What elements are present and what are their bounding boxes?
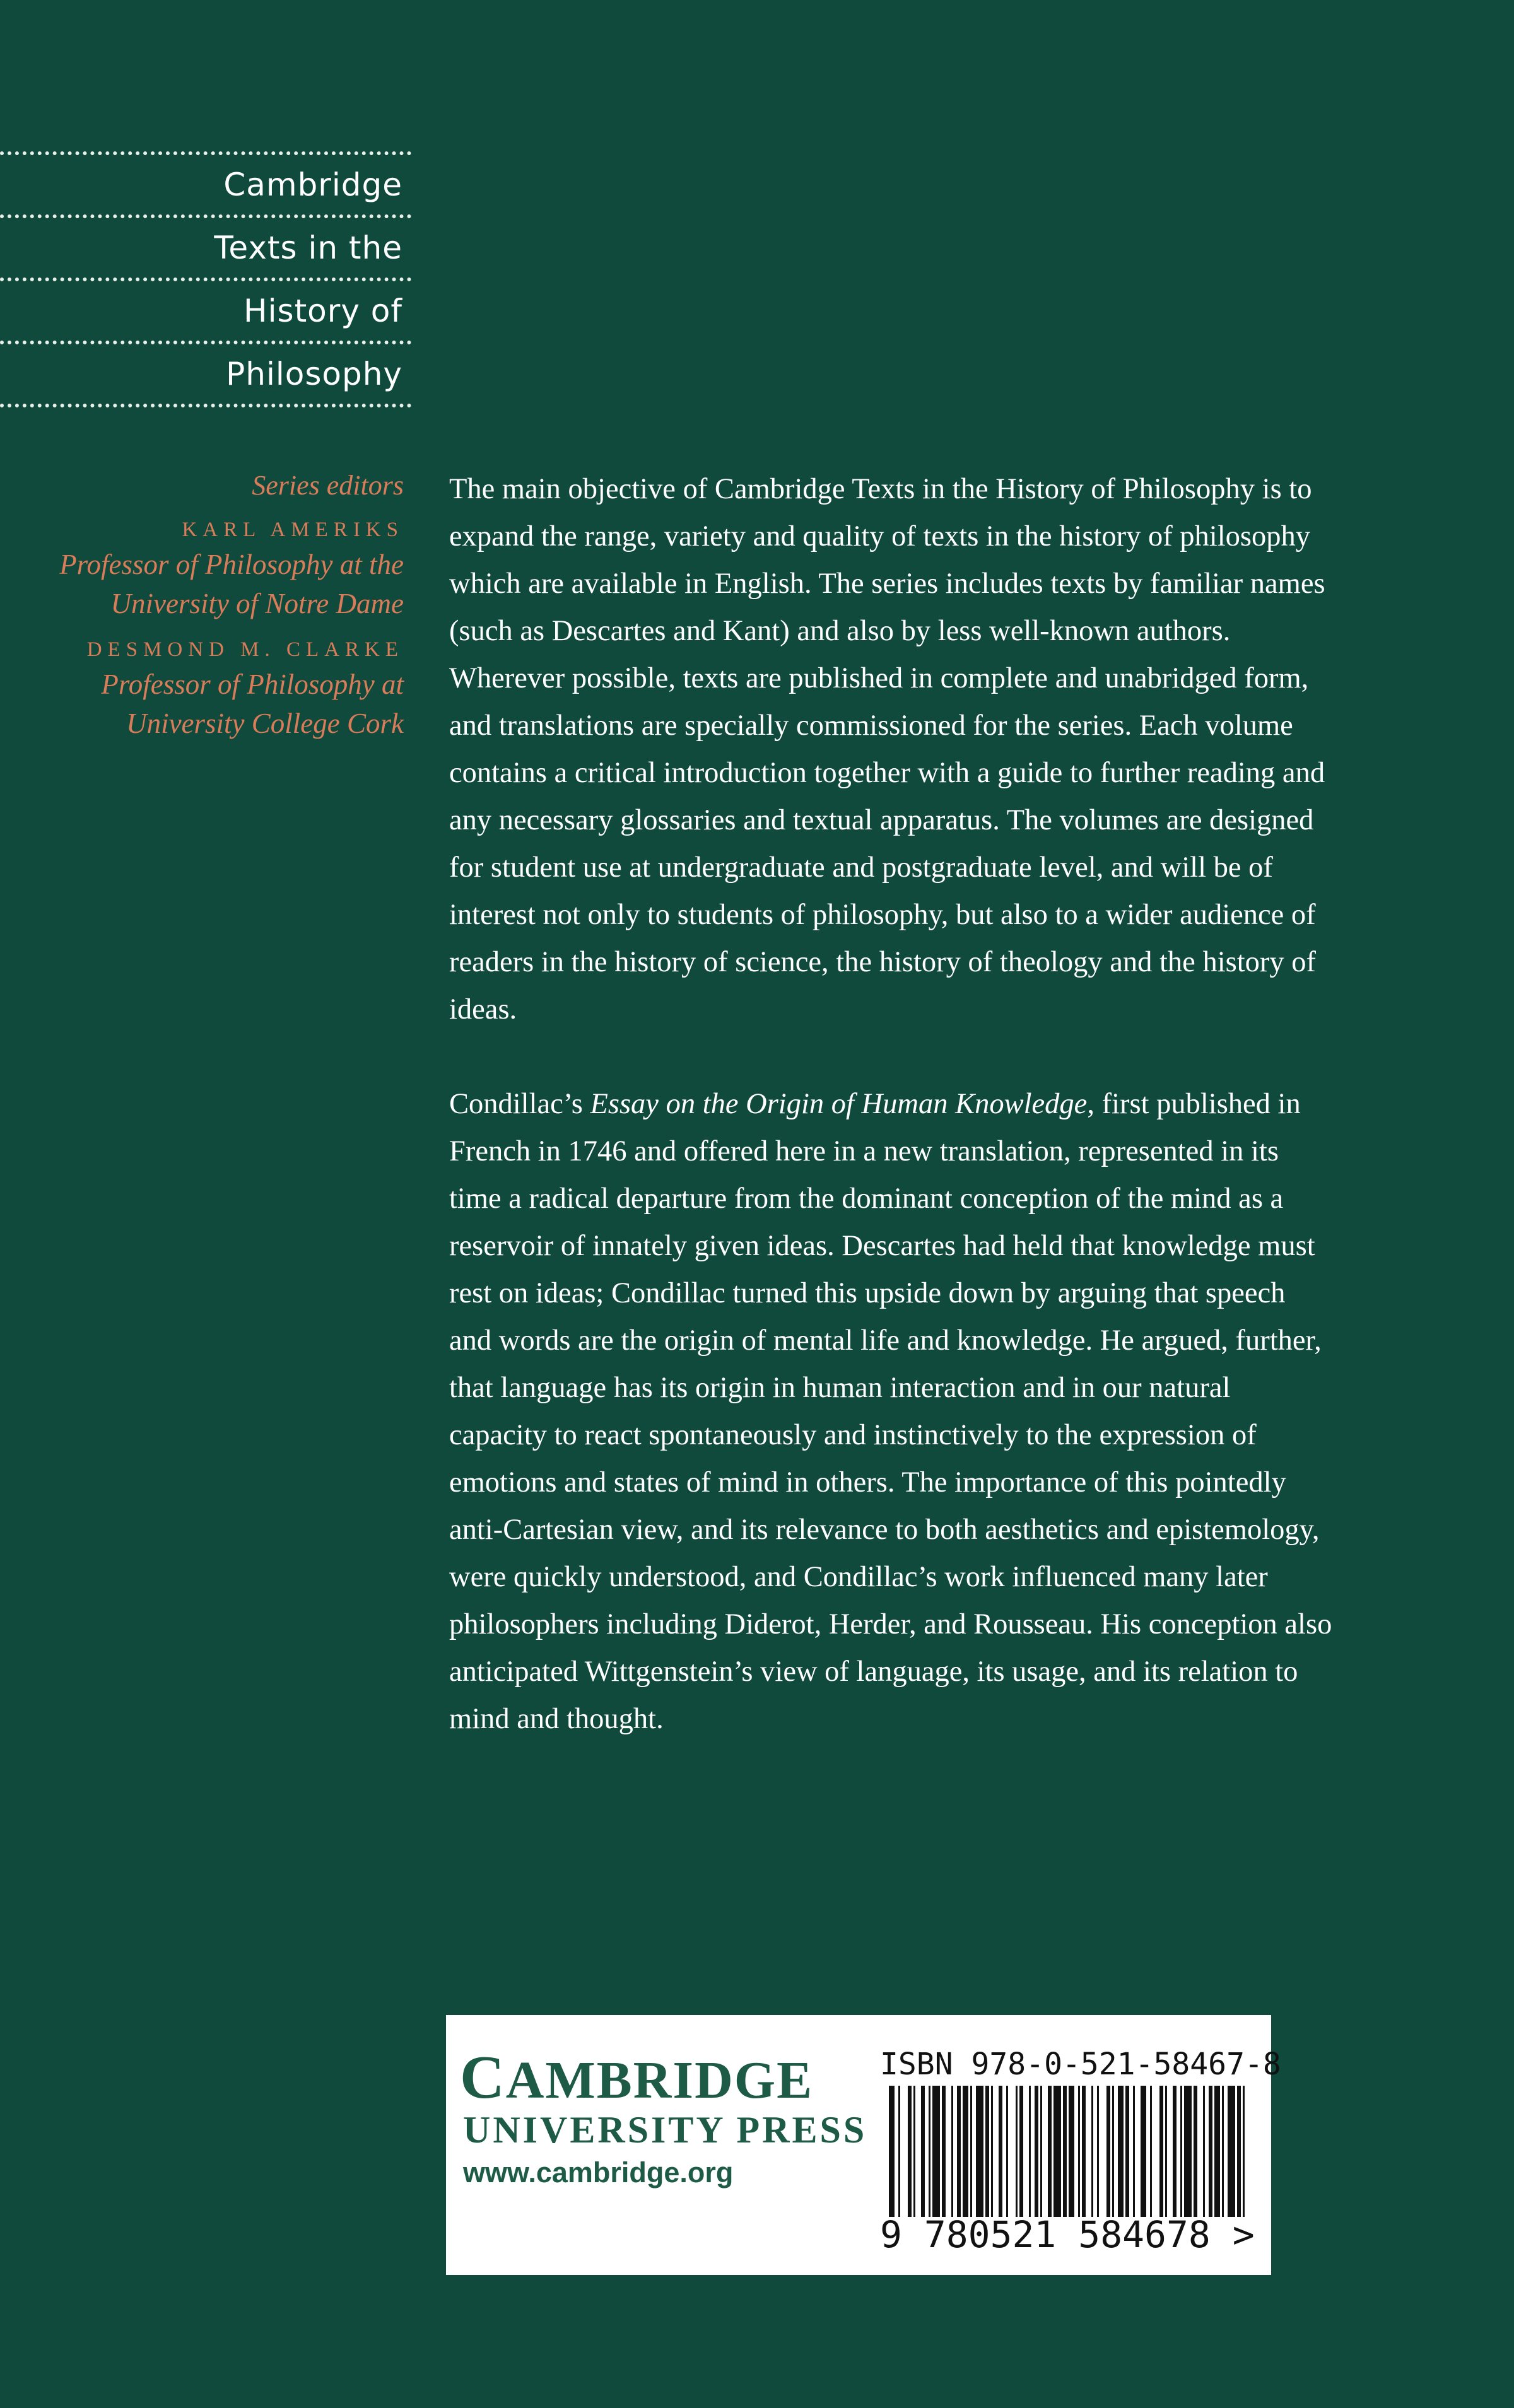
series-title-line: Texts in the: [0, 214, 411, 278]
editor-title-line: University of Notre Dame: [110, 588, 404, 619]
series-title-block: [0, 151, 411, 407]
isbn-label: ISBN 978-0-521-58467-8: [880, 2047, 1281, 2082]
series-editors: [25, 468, 404, 743]
series-title-line: Cambridge: [0, 151, 411, 214]
series-editors-heading: Series editors: [252, 470, 404, 501]
publisher-barcode-panel: [446, 2015, 1281, 2275]
editor-title-line: Professor of Philosophy at: [101, 669, 404, 700]
editor-name: DESMOND M. CLARKE: [86, 638, 404, 661]
editor-title-line: Professor of Philosophy at the: [59, 549, 404, 580]
publisher-url: www.cambridge.org: [463, 2156, 734, 2189]
barcode-icon: [888, 2086, 1247, 2217]
publisher-subtitle: UNIVERSITY PRESS: [463, 2109, 867, 2151]
series-title-line: Philosophy: [0, 341, 411, 407]
series-title-line: History of: [0, 278, 411, 341]
book-title: Essay on the Origin of Human Knowledge: [590, 1088, 1088, 1120]
series-description-paragraph: The main objective of Cambridge Texts in the History of Philosophy is to expand the range, variety and quality of texts in the history of philosophy which are available in English. The series includes texts by familiar names (such as Descartes and Kant) and also by less well-known authors. Wherever possible, texts are published in complete and unabridged form, and translations are specially commissioned for the series. Each volume contains a critical introduction together with a guide to further reading and any necessary glossaries and textual apparatus. The volumes are designed for student use at undergraduate and postgraduate level, and will be of interest not only to students of philosophy, but also to a wider audience of readers in the history of science, the history of theology and the history of ideas.: [449, 473, 1325, 1026]
publisher-logo: CAMBRIDGE: [460, 2043, 814, 2112]
book-description-paragraph: Condillac’s Essay on the Origin of Human Knowledge, first published in French in 1746 and offered here in a new translation, represented in its time a radical departure from the dominant conception of the mind as a reservoir of innately given ideas. Descartes had held that knowledge must rest on ideas; Condillac turned this upside down by arguing that speech and words are the origin of mental life and knowledge. He argued, further, that language has its origin in human interaction and in our natural capacity to react spontaneously and instinctively to the expression of emotions and states of mind in others. The importance of this pointedly anti-Cartesian view, and its relevance to both aesthetics and epistemology, were quickly understood, and Condillac’s work influenced many later philosophers including Diderot, Herder, and Rousseau. His conception also anticipated Wittgenstein’s view of language, its usage, and its relation to mind and thought.: [449, 1088, 1332, 1735]
editor-name: KARL AMERIKS: [182, 518, 404, 541]
editor-title-line: University College Cork: [126, 708, 404, 739]
back-cover-description: [449, 465, 1332, 1743]
barcode-digits: 9 780521 584678 >: [880, 2213, 1255, 2256]
